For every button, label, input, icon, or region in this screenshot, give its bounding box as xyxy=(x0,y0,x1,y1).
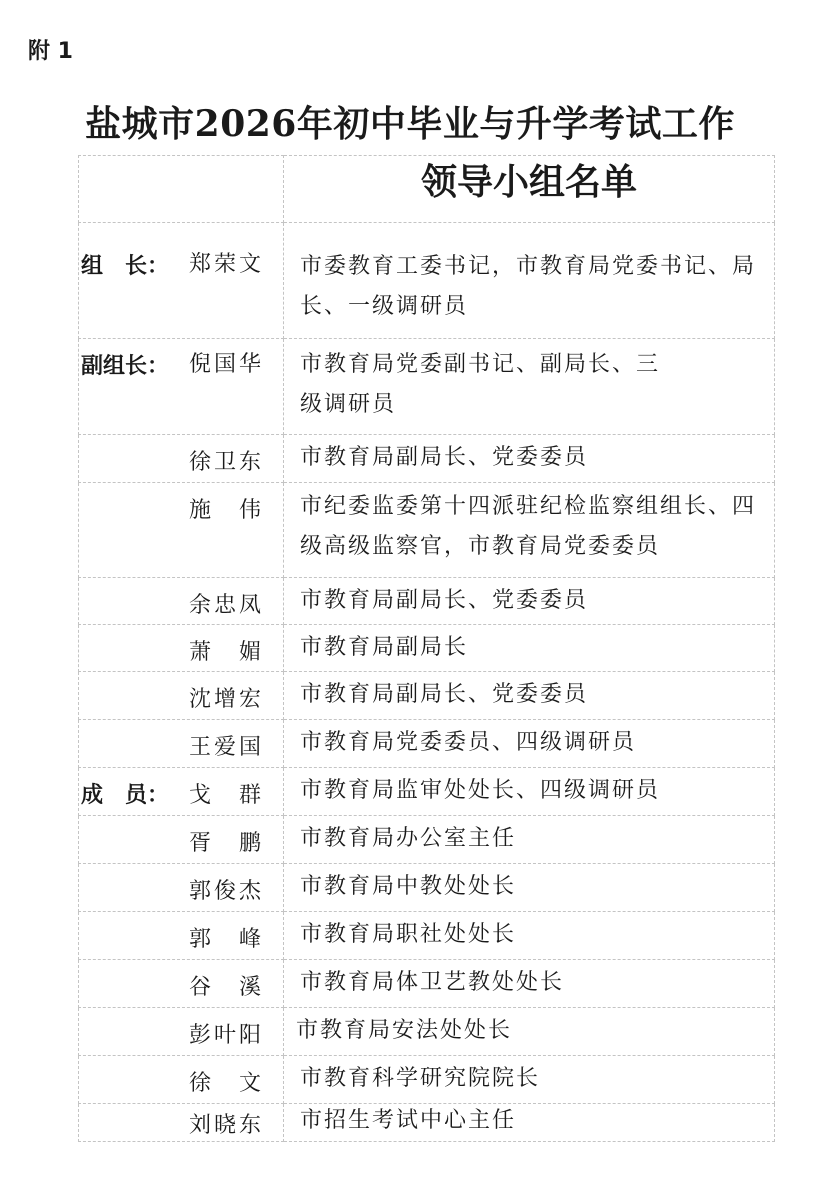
table-row xyxy=(79,816,775,864)
member-duty: 市教育局副局长、党委委员 xyxy=(300,682,589,707)
member-name: 刘晓东 xyxy=(189,1113,265,1138)
member-name: 戈 群 xyxy=(189,783,265,808)
member-name: 郭 峰 xyxy=(189,927,265,952)
role-label: 成 员： xyxy=(81,783,170,808)
table-row xyxy=(79,768,775,816)
member-name: 施 伟 xyxy=(189,498,265,523)
member-name: 谷 溪 xyxy=(189,975,265,1000)
table-row xyxy=(79,720,775,768)
role-label: 组 长： xyxy=(81,254,170,279)
table-row xyxy=(79,578,775,625)
member-name: 徐 文 xyxy=(189,1071,265,1096)
member-name: 萧 媚 xyxy=(189,640,265,665)
annex-label: 附 1 xyxy=(28,39,73,64)
member-duty: 市教育科学研究院院长 xyxy=(300,1066,541,1091)
page-title-line-2: 领导小组名单 xyxy=(420,161,637,203)
table-row xyxy=(79,223,775,339)
member-duty: 市纪委监委第十四派驻纪检监察组组长、四级高级监察官，市教育局党委委员 xyxy=(300,494,757,559)
table-row xyxy=(79,1104,775,1142)
member-duty: 市教育局中教处处长 xyxy=(300,874,517,899)
table-row xyxy=(79,1008,775,1056)
member-name: 沈增宏 xyxy=(189,687,265,712)
role-label: 副组长： xyxy=(81,354,170,379)
member-duty: 市教育局体卫艺教处处长 xyxy=(300,970,565,995)
member-name: 彭叶阳 xyxy=(189,1023,265,1048)
member-duty: 市教育局副局长 xyxy=(300,635,469,660)
leadership-roster-table xyxy=(78,155,775,1142)
member-name: 余忠凤 xyxy=(189,593,265,618)
table-row xyxy=(79,672,775,720)
table-row xyxy=(79,1056,775,1104)
member-duty: 市教育局党委副书记、副局长、三级调研员 xyxy=(300,352,661,417)
member-name: 胥 鹏 xyxy=(189,831,265,856)
table-row xyxy=(79,483,775,578)
table-row xyxy=(79,864,775,912)
page-title-line-1: 盐城市2026年初中毕业与升学考试工作 xyxy=(85,103,735,145)
member-duty: 市教育局办公室主任 xyxy=(300,826,517,851)
table-row xyxy=(79,339,775,435)
member-name: 郭俊杰 xyxy=(189,879,265,904)
table-row xyxy=(79,912,775,960)
member-duty: 市教育局党委委员、四级调研员 xyxy=(300,730,637,755)
table-row xyxy=(79,960,775,1008)
member-duty: 市教育局副局长、党委委员 xyxy=(300,445,589,470)
member-duty: 市教育局职社处处长 xyxy=(300,922,517,947)
member-duty: 市委教育工委书记，市教育局党委书记、局长、一级调研员 xyxy=(300,254,757,319)
member-duty: 市教育局安法处处长 xyxy=(296,1018,513,1043)
member-name: 郑荣文 xyxy=(189,252,265,277)
member-duty: 市招生考试中心主任 xyxy=(300,1108,517,1133)
table-row xyxy=(79,625,775,672)
member-duty: 市教育局副局长、党委委员 xyxy=(300,588,589,613)
member-name: 倪国华 xyxy=(189,352,265,377)
table-row xyxy=(79,435,775,483)
member-name: 徐卫东 xyxy=(189,450,265,475)
member-name: 王爱国 xyxy=(189,735,265,760)
member-duty: 市教育局监审处处长、四级调研员 xyxy=(300,778,661,803)
